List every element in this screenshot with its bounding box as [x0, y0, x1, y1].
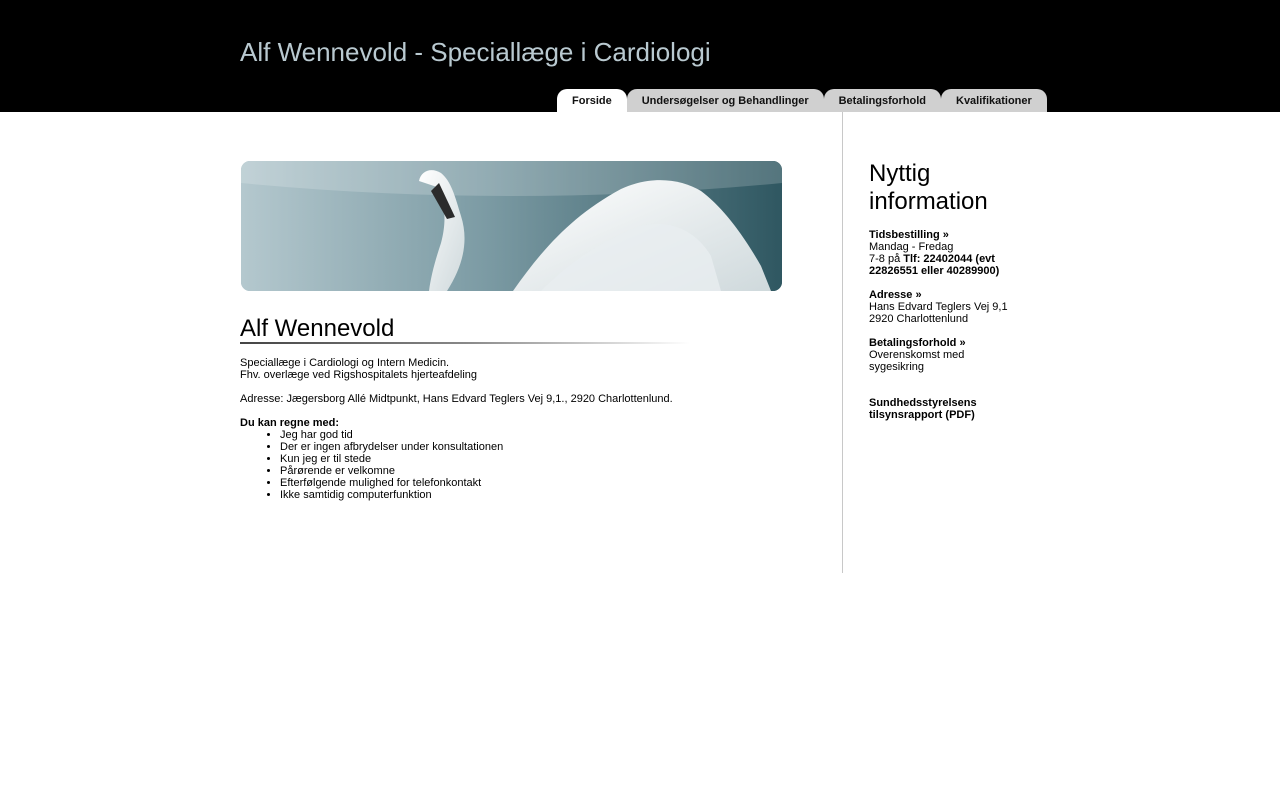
booking-days: Mandag - Fredag	[869, 241, 954, 253]
sidebar	[869, 160, 1019, 433]
address-text: Adresse: Jægersborg Allé Midtpunkt, Hans Edvard Teglers Vej 9,1., 2920 Charlottenlund.	[240, 393, 673, 405]
list-item: • Kun jeg er til stede	[280, 453, 800, 465]
address-link[interactable]: Adresse »	[869, 289, 922, 301]
list-item: • Der er ingen afbrydelser under konsultationen	[280, 441, 800, 453]
swan-illustration	[241, 161, 782, 291]
report-block	[869, 397, 1019, 421]
intro-text	[240, 357, 800, 501]
booking-hours: 7-8 på	[869, 253, 904, 265]
sidebar-heading-line: information	[869, 188, 988, 215]
payment-block	[869, 337, 1019, 373]
payment-text: Overenskomst med sygesikring	[869, 349, 965, 373]
booking-phone: Tlf: 22402044 (evt 22826551 eller 40289900)	[869, 253, 1000, 277]
column-divider	[842, 112, 843, 573]
tab-kvalifikationer[interactable]: Kvalifikationer	[941, 89, 1047, 112]
tab-undersoegelser[interactable]: Undersøgelser og Behandlinger	[627, 89, 824, 112]
booking-block	[869, 229, 1019, 277]
address-block	[869, 289, 1019, 325]
list-item: • Jeg har god tid	[280, 429, 800, 441]
intro-line: Fhv. overlæge ved Rigshospitalets hjerteafdeling	[240, 369, 478, 381]
list-item: • Ikke samtidig computerfunktion	[280, 489, 800, 501]
benefits-list	[240, 429, 800, 501]
list-item: • Pårørende er velkomne	[280, 465, 800, 477]
report-pdf-link[interactable]: Sundhedsstyrelsens tilsynsrapport (PDF)	[869, 397, 977, 421]
intro-line: Speciallæge i Cardiologi og Intern Medicin.	[240, 357, 450, 369]
sidebar-heading-line: Nyttig	[869, 160, 931, 187]
list-title: Du kan regne med:	[240, 417, 340, 429]
heading-underline	[240, 342, 690, 344]
page-heading: Alf Wennevold	[240, 315, 395, 342]
tab-betalingsforhold[interactable]: Betalingsforhold	[824, 89, 941, 112]
address-line: Hans Edvard Teglers Vej 9,1	[869, 301, 1008, 313]
main-nav	[557, 89, 1047, 112]
sidebar-heading	[869, 160, 1019, 216]
site-title: Alf Wennevold - Speciallæge i Cardiologi	[240, 37, 711, 67]
payment-link[interactable]: Betalingsforhold »	[869, 337, 966, 349]
site-header	[0, 0, 1280, 112]
address-line: 2920 Charlottenlund	[869, 313, 969, 325]
booking-link[interactable]: Tidsbestilling »	[869, 229, 949, 241]
swan-banner-image	[241, 161, 782, 291]
tab-forside[interactable]: Forside	[557, 89, 627, 112]
list-item: • Efterfølgende mulighed for telefonkontakt	[280, 477, 800, 489]
